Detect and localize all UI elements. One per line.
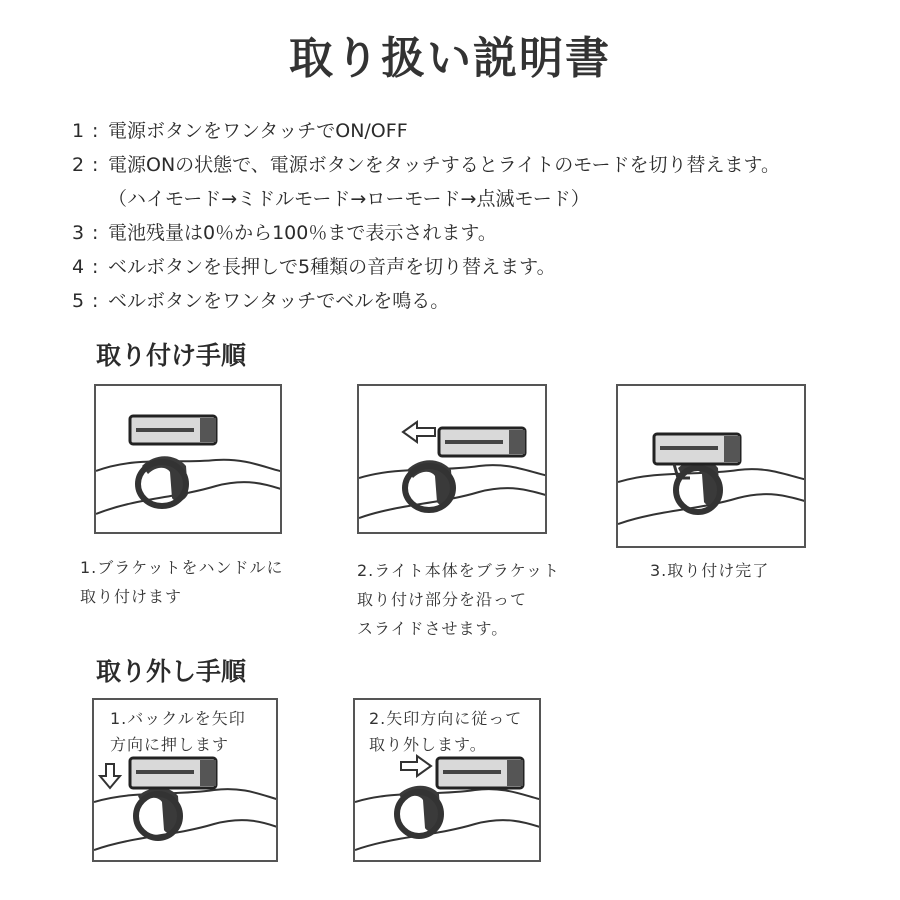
remove-section-title: 取り外し手順 — [96, 657, 247, 686]
caption-line: 方向に押します — [110, 735, 230, 754]
remove-step-2-caption — [369, 706, 522, 758]
instruction-colon: : — [92, 222, 99, 244]
caption-line: 2.矢印方向に従って — [369, 709, 523, 728]
caption-line: 3.取り付け完了 — [650, 561, 770, 580]
caption-line: 1.ブラケットをハンドルに — [80, 558, 284, 577]
instruction-number: 4 — [72, 256, 85, 278]
instruction-text: 電池残量は0％から100％まで表示されます。 — [108, 222, 497, 244]
instruction-text: ベルボタンを長押しで5種類の音声を切り替えます。 — [108, 256, 556, 278]
instruction-number: 2 — [72, 154, 85, 176]
instruction-item — [72, 116, 872, 150]
instruction-text: ベルボタンをワンタッチでベルを鳴る。 — [108, 290, 450, 312]
mount-step-3-caption — [650, 556, 769, 585]
remove-step-1-illustration — [92, 698, 278, 862]
bike-handlebar-icon — [96, 386, 282, 534]
remove-step-1-caption — [110, 706, 246, 758]
instruction-list — [72, 116, 872, 320]
mount-step-2-caption — [357, 556, 560, 643]
instruction-item — [72, 218, 872, 252]
instruction-colon: : — [92, 290, 99, 312]
mount-step-3-illustration — [616, 384, 806, 548]
instruction-item — [72, 150, 872, 184]
instruction-colon: : — [92, 154, 99, 176]
instruction-item — [72, 252, 872, 286]
bike-handlebar-icon — [618, 386, 806, 548]
instruction-item-continuation — [72, 184, 872, 218]
instruction-text: （ハイモード→ミドルモード→ローモード→点滅モード） — [108, 188, 590, 210]
page-title: 取り扱い説明書 — [289, 33, 611, 84]
caption-line: スライドさせます。 — [357, 619, 509, 638]
mount-step-1-caption — [80, 553, 283, 611]
instruction-number: 5 — [72, 290, 85, 312]
instruction-number: 3 — [72, 222, 85, 244]
mount-step-1-illustration — [94, 384, 282, 534]
instruction-item — [72, 286, 872, 320]
remove-step-2-illustration — [353, 698, 541, 862]
caption-line: 1.バックルを矢印 — [110, 709, 246, 728]
instruction-text: 電源ボタンをワンタッチでON/OFF — [108, 120, 408, 142]
instruction-colon: : — [92, 256, 99, 278]
caption-line: 2.ライト本体をブラケット — [357, 561, 560, 580]
mount-section-title: 取り付け手順 — [96, 341, 247, 370]
mount-step-2-illustration — [357, 384, 547, 534]
caption-line: 取り外します。 — [369, 735, 487, 754]
instruction-colon: : — [92, 120, 99, 142]
left-arrow-icon — [359, 386, 547, 534]
caption-line: 取り付けます — [80, 587, 183, 606]
instruction-number: 1 — [72, 120, 85, 142]
caption-line: 取り付け部分を沿って — [357, 590, 528, 609]
instruction-text: 電源ONの状態で、電源ボタンをタッチするとライトのモードを切り替えます。 — [108, 154, 780, 176]
